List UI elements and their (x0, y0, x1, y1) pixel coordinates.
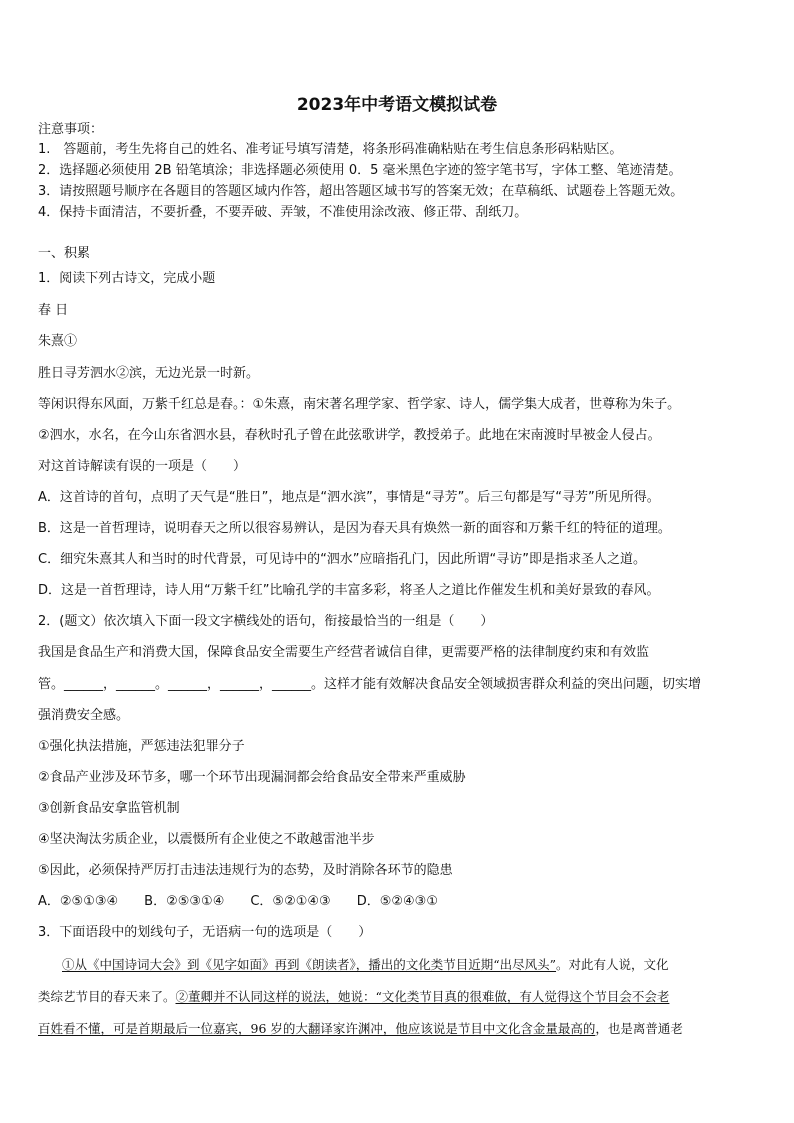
notice-item-3: 3．请按照题号顺序在各题目的答题区域内作答，超出答题区域书写的答案无效；在草稿纸、试题卷上答题无效。 (38, 184, 684, 199)
q2-sentence-2: ②食品产业涉及环节多，哪一个环节出现漏洞都会给食品安全带来严重威胁 (38, 770, 466, 785)
q2-sentence-4: ④坚决淘汰劣质企业，以震慑所有企业使之不敢越雷池半步 (38, 832, 375, 847)
notice-heading: 注意事项： (38, 122, 104, 137)
q2-sentence-5: ⑤因此，必须保持严厉打击违法违规行为的态势，及时消除各环节的隐患 (38, 863, 453, 878)
poem-author: 朱熹① (38, 334, 78, 349)
underlined-sentence-2: ②董卿并不认同这样的说法，她说：“文化类节目真的很难做，有人觉得这个节目会不会老 (175, 989, 670, 1004)
q3-passage-text: 。对此有人说，文化 (556, 957, 669, 972)
notice-item-1: 1. 答题前，考生先将自己的姓名、准考证号填写清楚，将条形码准确粘贴在考生信息条形码粘贴区。 (38, 142, 623, 157)
q3-passage-text: ，也是离普通老 (595, 1021, 683, 1036)
poem-line-1: 胜日寻芳泗水②滨，无边光景一时新。 (38, 366, 260, 381)
q2-sentence-3: ③创新食品安拿监管机制 (38, 801, 180, 816)
q1-stem: 1．阅读下列古诗文，完成小题 (38, 271, 216, 286)
poem-line-2-with-note (38, 397, 680, 413)
notice-item-2: 2．选择题必须使用 2B 铅笔填涂；非选择题必须使用 0．5 毫米黑色字迹的签字笔书写，字体工整、笔迹清楚。 (38, 163, 682, 178)
notice-item-4: 4．保持卡面清洁，不要折叠，不要弄破、弄皱，不准使用涂改液、修正带、刮纸刀。 (38, 205, 528, 220)
page-title: 2023年中考语文模拟试卷 (296, 95, 498, 115)
underlined-sentence-1: ①从《中国诗词大会》到《见字如面》再到《朗读者》，播出的文化类节目近期“出尽风头” (62, 957, 557, 972)
section-heading: 一、积累 (38, 246, 91, 261)
q3-passage-line-3 (38, 1021, 683, 1037)
note-1: ：①朱熹，南宋著名理学家、哲学家、诗人，儒学集大成者，世尊称为朱子。 (239, 397, 681, 412)
poem-line-2: 等闲识得东风面，万紫千红总是春。 (38, 397, 240, 412)
q1-option-c: C．细究朱熹其人和当时的时代背景，可见诗中的“泗水”应暗指孔门，因此所谓“寻访”即是指求圣人之道。 (38, 552, 647, 567)
q3-passage-line-2 (38, 989, 669, 1005)
q1-option-d: D．这是一首哲理诗，诗人用“万紫千红”比喻孔学的丰富多彩，将圣人之道比作催发生机和美好景致的春风。 (38, 583, 660, 598)
q2-para-line-2: 管。______，______。______，______，______。这样才能有效解决食品安全领域损害群众利益的突出问题，切实增 (38, 677, 702, 692)
q1-option-a: A．这首诗的首句，点明了天气是“胜日”，地点是“泗水滨”，事情是“寻芳”。后三句都是写“寻芳”所见所得。 (38, 490, 660, 505)
q3-passage-text: 类综艺节目的春天来了。 (38, 989, 176, 1004)
poem-title: 春 日 (38, 303, 69, 318)
q2-options: A．②⑤①③④ B．②⑤③①④ C．⑤②①④③ D．⑤②④③① (38, 894, 438, 909)
q3-passage-line-1 (62, 957, 669, 973)
q1-question: 对这首诗解读有误的一项是（ ） (38, 459, 247, 474)
q2-para-line-3: 强消费安全感。 (38, 708, 130, 723)
q2-para-line-1: 我国是食品生产和消费大国，保障食品安全需要生产经营者诚信自律，更需要严格的法律制度约束和有效监 (38, 645, 650, 660)
note-2: ②泗水，水名，在今山东省泗水县，春秋时孔子曾在此弦歌讲学，教授弟子。此地在宋南渡时早被金人侵占。 (38, 428, 661, 443)
q1-option-b: B．这是一首哲理诗，说明春天之所以很容易辨认，是因为春天具有焕然一新的面容和万紫千红的特征的道理。 (38, 521, 671, 536)
underlined-sentence-2-cont: 百姓看不懂，可是首期最后一位嘉宾，96 岁的大翻译家许渊冲，他应该说是节目中文化含金量最高的 (38, 1021, 596, 1036)
q2-stem: 2．(题文）依次填入下面一段文字横线处的语句，衔接最恰当的一组是（ ） (38, 614, 494, 629)
q2-sentence-1: ①强化执法措施，严惩违法犯罪分子 (38, 739, 245, 754)
q3-stem: 3．下面语段中的划线句子，无语病一句的选项是（ ） (38, 925, 372, 940)
